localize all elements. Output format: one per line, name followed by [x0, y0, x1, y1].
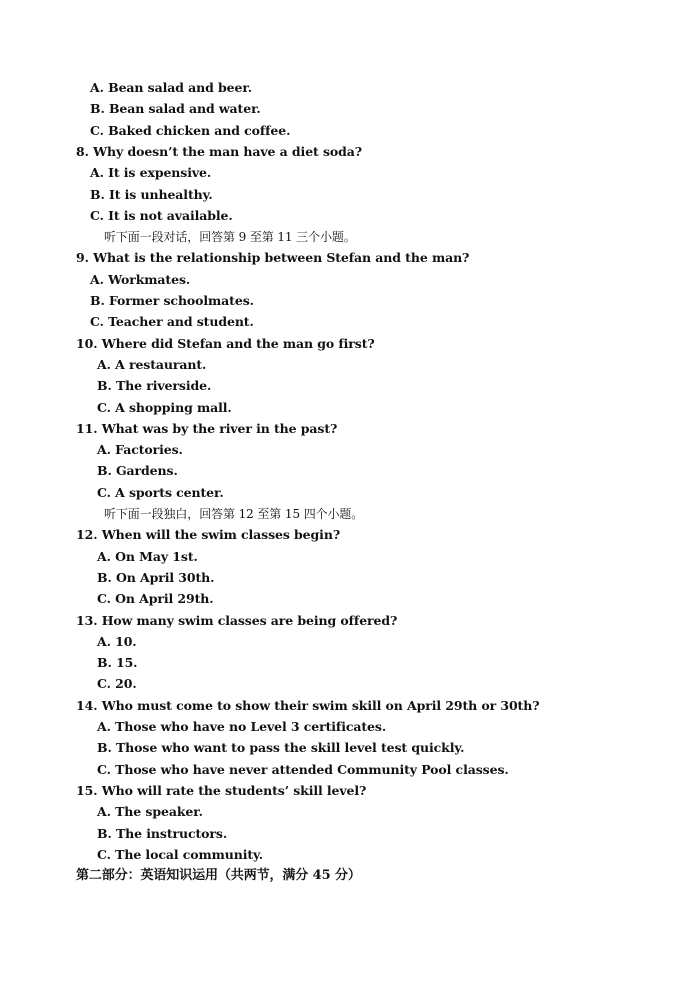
- option-line: C. The local community.: [97, 847, 264, 862]
- option-line: C. A sports center.: [97, 485, 224, 500]
- option-line: A. Factories.: [97, 442, 183, 457]
- question-line: 10. Where did Stefan and the man go first?: [76, 336, 375, 351]
- option-line: A. On May 1st.: [97, 549, 198, 564]
- option-line: C. Those who have never attended Community Pool classes.: [97, 762, 509, 777]
- section-heading: 第二部分：英语知识运用（共两节，满分 45 分）: [76, 868, 361, 883]
- question-line: 8. Why doesn’t the man have a diet soda?: [76, 144, 363, 159]
- option-line: C. 20.: [97, 676, 137, 691]
- question-line: 11. What was by the river in the past?: [76, 421, 338, 436]
- option-line: C. Teacher and student.: [90, 314, 254, 329]
- option-line: B. On April 30th.: [97, 570, 215, 585]
- option-line: B. The instructors.: [97, 826, 228, 841]
- question-line: 15. Who will rate the students’ skill level?: [76, 783, 367, 798]
- instruction-line: 听下面一段独白，回答第 12 至第 15 四个小题。: [104, 507, 364, 521]
- option-line: B. Bean salad and water.: [90, 101, 261, 116]
- option-line: A. Bean salad and beer.: [90, 80, 252, 95]
- option-line: C. It is not available.: [90, 208, 233, 223]
- question-line: 9. What is the relationship between Stefan and the man?: [76, 250, 470, 265]
- option-line: B. Those who want to pass the skill level test quickly.: [97, 740, 465, 755]
- option-line: C. Baked chicken and coffee.: [90, 123, 291, 138]
- option-line: C. A shopping mall.: [97, 400, 232, 415]
- option-line: B. The riverside.: [97, 378, 212, 393]
- option-line: A. The speaker.: [97, 804, 203, 819]
- option-line: B. It is unhealthy.: [90, 187, 213, 202]
- question-line: 12. When will the swim classes begin?: [76, 527, 341, 542]
- question-line: 14. Who must come to show their swim skill on April 29th or 30th?: [76, 698, 540, 713]
- option-line: B. Former schoolmates.: [90, 293, 254, 308]
- option-line: A. 10.: [97, 634, 137, 649]
- option-line: A. Workmates.: [90, 272, 191, 287]
- option-line: B. 15.: [97, 655, 138, 670]
- option-line: A. Those who have no Level 3 certificates.: [97, 719, 387, 734]
- option-line: B. Gardens.: [97, 463, 178, 478]
- instruction-line: 听下面一段对话，回答第 9 至第 11 三个小题。: [104, 230, 356, 244]
- option-line: A. A restaurant.: [97, 357, 207, 372]
- question-line: 13. How many swim classes are being offered?: [76, 613, 398, 628]
- option-line: A. It is expensive.: [90, 165, 212, 180]
- option-line: C. On April 29th.: [97, 591, 214, 606]
